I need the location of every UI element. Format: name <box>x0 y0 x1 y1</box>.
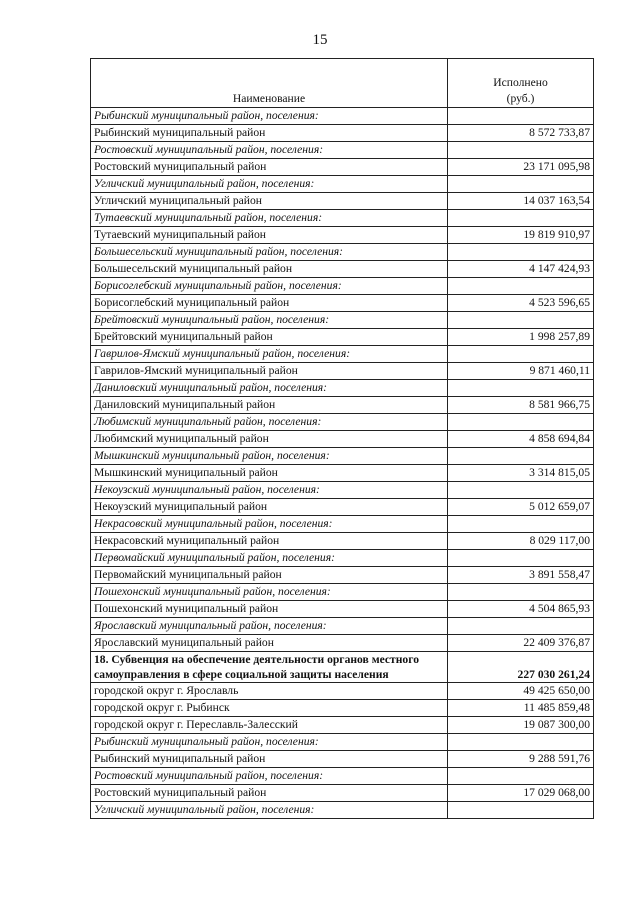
row-value <box>448 380 594 397</box>
row-value <box>448 550 594 567</box>
row-value <box>448 448 594 465</box>
section-row <box>91 448 594 465</box>
row-name: Угличский муниципальный район, поселения: <box>91 176 448 193</box>
row-value <box>448 414 594 431</box>
row-value <box>448 176 594 193</box>
row-value: 19 819 910,97 <box>448 227 594 244</box>
row-name: Пошехонский муниципальный район, поселения: <box>91 584 448 601</box>
row-value: 3 314 815,05 <box>448 465 594 482</box>
table-row <box>91 567 594 584</box>
table-row <box>91 431 594 448</box>
row-name: Тутаевский муниципальный район, поселения: <box>91 210 448 227</box>
row-name: Даниловский муниципальный район, поселения: <box>91 380 448 397</box>
row-value: 4 858 694,84 <box>448 431 594 448</box>
row-value: 9 871 460,11 <box>448 363 594 380</box>
row-value: 8 029 117,00 <box>448 533 594 550</box>
row-name: Ростовский муниципальный район, поселения: <box>91 142 448 159</box>
section-row <box>91 244 594 261</box>
table-row <box>91 329 594 346</box>
row-name: Брейтовский муниципальный район <box>91 329 448 346</box>
row-name: Рыбинский муниципальный район, поселения: <box>91 734 448 751</box>
row-name: городской округ г. Переславль-Залесский <box>91 717 448 734</box>
row-name: Любимский муниципальный район <box>91 431 448 448</box>
column-header-executed <box>448 59 594 108</box>
row-name: Гаврилов-Ямский муниципальный район <box>91 363 448 380</box>
row-name: Первомайский муниципальный район, поселения: <box>91 550 448 567</box>
row-name: Мышкинский муниципальный район <box>91 465 448 482</box>
row-value: 9 288 591,76 <box>448 751 594 768</box>
section-row <box>91 176 594 193</box>
row-value <box>448 734 594 751</box>
row-value: 17 029 068,00 <box>448 785 594 802</box>
row-name: Угличский муниципальный район <box>91 193 448 210</box>
row-value <box>448 584 594 601</box>
table-row <box>91 683 594 700</box>
row-name: Борисоглебский муниципальный район, поселения: <box>91 278 448 295</box>
row-name: Борисоглебский муниципальный район <box>91 295 448 312</box>
section-row <box>91 414 594 431</box>
row-name: Большесельский муниципальный район, поселения: <box>91 244 448 261</box>
section-row <box>91 210 594 227</box>
row-value <box>448 108 594 125</box>
section-row <box>91 802 594 819</box>
row-name: Большесельский муниципальный район <box>91 261 448 278</box>
row-name: 18. Субвенция на обеспечение деятельности органов местного самоуправления в сфере социальной защиты населения <box>91 652 448 683</box>
row-name: Тутаевский муниципальный район <box>91 227 448 244</box>
row-name: Угличский муниципальный район, поселения: <box>91 802 448 819</box>
row-value: 4 147 424,93 <box>448 261 594 278</box>
section-row <box>91 618 594 635</box>
section-row <box>91 482 594 499</box>
row-value: 5 012 659,07 <box>448 499 594 516</box>
subvention-heading-row <box>91 652 594 683</box>
table-row <box>91 295 594 312</box>
row-value: 8 581 966,75 <box>448 397 594 414</box>
row-name: Ростовский муниципальный район <box>91 785 448 802</box>
row-name: Некоузский муниципальный район, поселения: <box>91 482 448 499</box>
row-value: 22 409 376,87 <box>448 635 594 652</box>
row-value <box>448 618 594 635</box>
row-name: городской округ г. Ярославль <box>91 683 448 700</box>
row-value <box>448 244 594 261</box>
section-row <box>91 380 594 397</box>
section-row <box>91 516 594 533</box>
row-value: 227 030 261,24 <box>448 652 594 683</box>
table-row <box>91 635 594 652</box>
row-name: Некрасовский муниципальный район <box>91 533 448 550</box>
budget-table <box>90 58 594 819</box>
row-value <box>448 346 594 363</box>
row-value: 1 998 257,89 <box>448 329 594 346</box>
row-name: Ярославский муниципальный район, поселения: <box>91 618 448 635</box>
table-row <box>91 227 594 244</box>
row-value <box>448 768 594 785</box>
row-value: 23 171 095,98 <box>448 159 594 176</box>
column-header-executed-line2: (руб.) <box>506 92 535 105</box>
row-value: 4 523 596,65 <box>448 295 594 312</box>
table-row <box>91 751 594 768</box>
table-row <box>91 465 594 482</box>
row-name: Рыбинский муниципальный район <box>91 125 448 142</box>
table-row <box>91 125 594 142</box>
row-value <box>448 278 594 295</box>
row-name: Ростовский муниципальный район <box>91 159 448 176</box>
row-name: Рыбинский муниципальный район, поселения: <box>91 108 448 125</box>
column-header-executed-line1: Исполнено <box>493 76 548 89</box>
row-name: Даниловский муниципальный район <box>91 397 448 414</box>
row-value <box>448 516 594 533</box>
table-row <box>91 193 594 210</box>
section-row <box>91 142 594 159</box>
row-name: Некоузский муниципальный район <box>91 499 448 516</box>
row-name: Любимский муниципальный район, поселения: <box>91 414 448 431</box>
row-value: 49 425 650,00 <box>448 683 594 700</box>
table-row <box>91 499 594 516</box>
row-name: Рыбинский муниципальный район <box>91 751 448 768</box>
table-header-row <box>91 59 594 108</box>
table-body <box>91 108 594 819</box>
table-row <box>91 533 594 550</box>
row-name: Некрасовский муниципальный район, поселения: <box>91 516 448 533</box>
row-name: Брейтовский муниципальный район, поселения: <box>91 312 448 329</box>
page-number: 15 <box>312 32 328 48</box>
row-value: 19 087 300,00 <box>448 717 594 734</box>
section-row <box>91 278 594 295</box>
row-name: Ярославский муниципальный район <box>91 635 448 652</box>
table-row <box>91 700 594 717</box>
row-value: 4 504 865,93 <box>448 601 594 618</box>
table-row <box>91 717 594 734</box>
row-name: Мышкинский муниципальный район, поселения: <box>91 448 448 465</box>
row-name: Ростовский муниципальный район, поселения: <box>91 768 448 785</box>
row-name: Первомайский муниципальный район <box>91 567 448 584</box>
section-row <box>91 768 594 785</box>
section-row <box>91 346 594 363</box>
section-row <box>91 108 594 125</box>
table-row <box>91 159 594 176</box>
row-value <box>448 142 594 159</box>
column-header-name: Наименование <box>91 59 448 108</box>
section-row <box>91 550 594 567</box>
row-value: 11 485 859,48 <box>448 700 594 717</box>
section-row <box>91 584 594 601</box>
row-value <box>448 210 594 227</box>
row-name: Пошехонский муниципальный район <box>91 601 448 618</box>
row-value: 3 891 558,47 <box>448 567 594 584</box>
table-row <box>91 363 594 380</box>
row-name: Гаврилов-Ямский муниципальный район, поселения: <box>91 346 448 363</box>
row-value: 14 037 163,54 <box>448 193 594 210</box>
row-value <box>448 482 594 499</box>
section-row <box>91 312 594 329</box>
table-row <box>91 397 594 414</box>
row-value <box>448 802 594 819</box>
section-row <box>91 734 594 751</box>
row-name: городской округ г. Рыбинск <box>91 700 448 717</box>
table-row <box>91 601 594 618</box>
table-row <box>91 261 594 278</box>
row-value: 8 572 733,87 <box>448 125 594 142</box>
row-value <box>448 312 594 329</box>
table-row <box>91 785 594 802</box>
